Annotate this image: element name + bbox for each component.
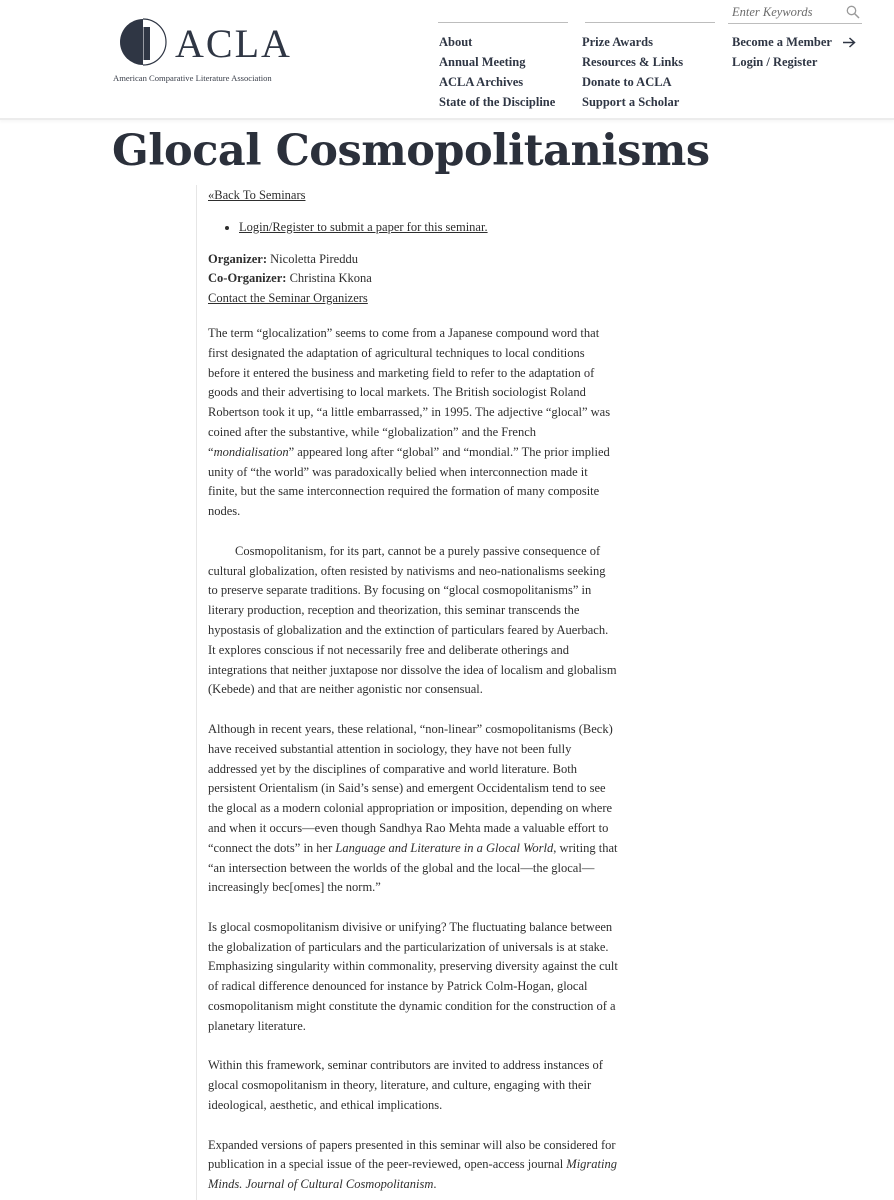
organizers-block bbox=[208, 250, 618, 309]
paragraph-text: The term “glocalization” seems to come from a Japanese compound word that first designated the adaptation of agricultural techniques to local conditions before it entered the business and marketing field to refer to the adaptation of goods and their advertising to local markets. The British sociologist Roland Robertson took it up, “a little embarrassed,” in 1995. The adjective “glocal” was coined after the substantive, while “globalization” and the French “ bbox=[208, 325, 611, 459]
login-register-link[interactable]: Login / Register bbox=[732, 55, 818, 69]
nav-column-account bbox=[732, 32, 856, 72]
nav-item-about[interactable]: About bbox=[439, 35, 473, 49]
nav-column-primary bbox=[439, 32, 555, 112]
search-box bbox=[728, 2, 862, 24]
site-header bbox=[0, 0, 894, 120]
nav-item-state-of-discipline[interactable]: State of the Discipline bbox=[439, 95, 556, 109]
description-paragraph-2: Cosmopolitanism, for its part, cannot be a purely passive consequence of cultural globalization, often resisted by nativisms and neo-nationalisms seeking to preserve separate traditions. By focusing on “glocal cosmopolitanisms” in literary production, reception and theorization, this seminar transcends the hypostasis of globalization and the extinction of particulars feared by Auerbach. It explores conscious if not necessarily free and deliberate otherings and integrations that neither juxtapose nor dissolve the idea of localism and globalism (Kebede) and that are neither agonistic nor consensual. bbox=[208, 543, 617, 697]
paragraph-text: Although in recent years, these relational, “non-linear” cosmopolitanisms (Beck) have received substantial attention in sociology, they have not been fully addressed yet by the disciplines of comparative and world literature. Both persistent Orientalism (in Said’s sense) and emergent Occidentalism tend to see the glocal as a modern colonial appropriation or imposition, depending on where and when it occurs—even though Sandhya Rao Mehta made a valuable effort to “connect the dots” in her bbox=[208, 721, 613, 855]
paragraph-text: ” appeared long after “global” and “mondial.” The prior implied unity of “the world” was paradoxically belied when interconnection made it finite, but the same interconnection required the formation of many composite nodes. bbox=[208, 444, 610, 519]
search-icon[interactable] bbox=[846, 5, 860, 19]
description-paragraph-6 bbox=[208, 1136, 618, 1195]
become-member-link[interactable] bbox=[732, 32, 856, 52]
back-to-seminars-link[interactable]: «Back To Seminars bbox=[208, 188, 306, 202]
become-member-label: Become a Member bbox=[732, 35, 832, 49]
coorganizer-row bbox=[208, 269, 618, 289]
organizer-label: Organizer: bbox=[208, 251, 268, 266]
list-item bbox=[239, 218, 618, 238]
nav-divider bbox=[438, 22, 568, 23]
nav-item-support-scholar[interactable]: Support a Scholar bbox=[582, 95, 680, 109]
description-paragraph-1 bbox=[208, 324, 618, 522]
journal-title: Migrating Minds. Journal of Cultural Cosmopolitanism bbox=[208, 1157, 617, 1192]
coorganizer-name: Christina Kkona bbox=[289, 271, 372, 286]
nav-item-annual-meeting[interactable]: Annual Meeting bbox=[439, 55, 526, 69]
emphasis-text: mondialisation bbox=[213, 444, 289, 459]
nav-item-prize-awards[interactable]: Prize Awards bbox=[582, 35, 653, 49]
book-title: Language and Literature in a Glocal World bbox=[335, 840, 554, 855]
paragraph-text: Expanded versions of papers presented in this seminar will also be considered for publication in a special issue of the peer-reviewed, open-access journal bbox=[208, 1137, 616, 1172]
nav-item-donate[interactable]: Donate to ACLA bbox=[582, 75, 672, 89]
nav-divider bbox=[585, 22, 715, 23]
nav-item-acla-archives[interactable]: ACLA Archives bbox=[439, 75, 524, 89]
paragraph-text: . bbox=[433, 1177, 437, 1192]
description-paragraph-3 bbox=[208, 720, 618, 898]
content-divider bbox=[196, 185, 197, 1200]
logo-wordmark: ACLA bbox=[175, 21, 292, 66]
page-title: Glocal Cosmopolitanisms bbox=[112, 126, 710, 176]
submit-paper-link[interactable]: Login/Register to submit a paper for this seminar. bbox=[239, 219, 488, 234]
nav-column-secondary bbox=[582, 32, 683, 112]
seminar-actions bbox=[208, 218, 618, 238]
nav-item-resources-links[interactable]: Resources & Links bbox=[582, 55, 684, 69]
paragraph-text: , writing that “an intersection between the worlds of the global and the local—the glocal—increasingly bec[omes] the norm.” bbox=[208, 840, 618, 895]
search-input[interactable] bbox=[732, 3, 838, 21]
organizer-row bbox=[208, 250, 618, 270]
acla-logo-icon bbox=[119, 18, 167, 66]
coorganizer-label: Co-Organizer: bbox=[208, 271, 287, 286]
logo-subtitle: American Comparative Literature Association bbox=[113, 73, 272, 83]
acla-logo[interactable] bbox=[113, 16, 303, 88]
description-paragraph-5: Within this framework, seminar contributors are invited to address instances of glocal cosmopolitanism in theory, literature, and culture, engaging with their ideological, aesthetic, and ethical implications. bbox=[208, 1058, 603, 1113]
seminar-content bbox=[208, 186, 618, 1195]
arrow-right-icon bbox=[843, 37, 856, 48]
contact-organizers-link[interactable]: Contact the Seminar Organizers bbox=[208, 291, 368, 306]
description-paragraph-4: Is glocal cosmopolitanism divisive or unifying? The fluctuating balance between the globalization of particulars and the particularization of universals is at stake. Emphasizing singularity within commonality, preserving diversity against the cult of radical difference denounced for instance by Patrick Colm-Hogan, glocal cosmopolitanism might constitute the dynamic condition for the construction of a planetary literature. bbox=[208, 919, 618, 1033]
organizer-name: Nicoletta Pireddu bbox=[270, 251, 358, 266]
